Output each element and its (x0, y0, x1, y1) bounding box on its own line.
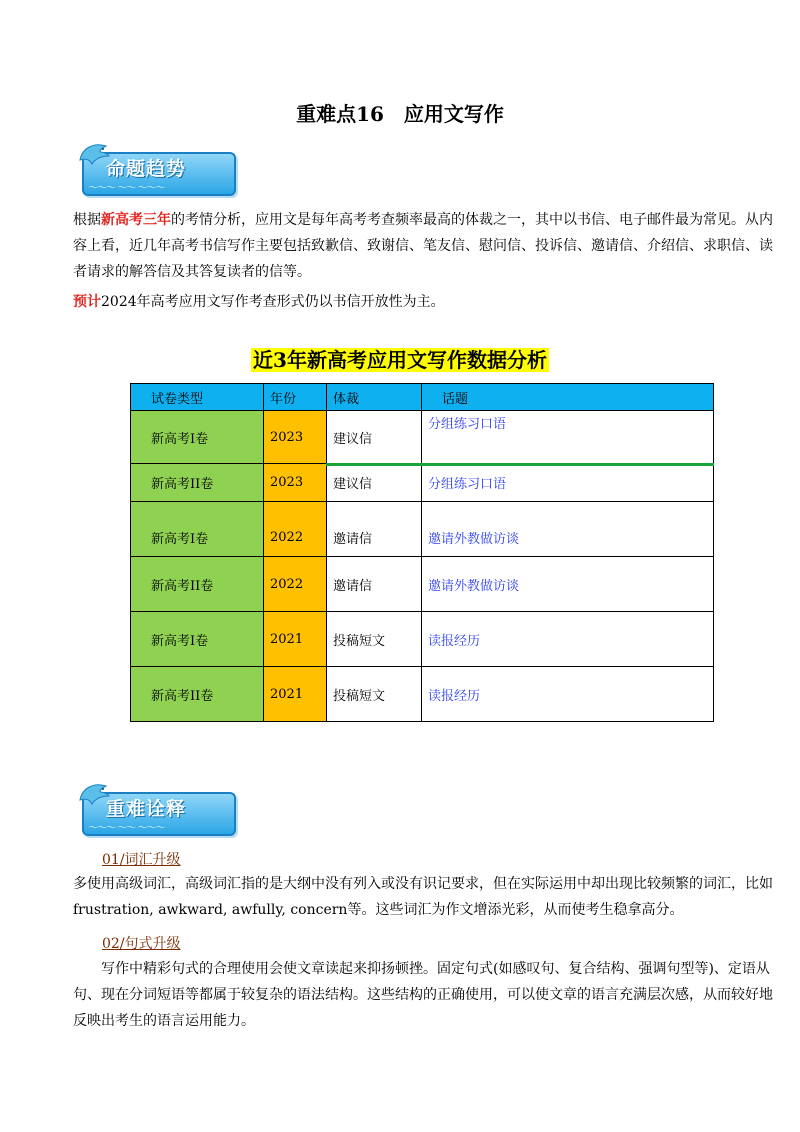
genre-cell: 投稿短文 (327, 667, 422, 722)
forecast-paragraph: 预计2024年高考应用文写作考查形式仍以书信开放性为主。 (73, 294, 445, 310)
year-cell: 2022 (264, 502, 327, 557)
header-cell: 话题 (422, 384, 714, 411)
table-title: 近3年新高考应用文写作数据分析 (253, 348, 547, 372)
banner-label: 重难诠释 (106, 798, 187, 820)
paper-type-cell: 新高考II卷 (131, 464, 264, 502)
year-cell: 2023 (264, 464, 327, 502)
genre-cell: 邀请信 (327, 557, 422, 612)
table-header-row (131, 384, 714, 411)
table-row (131, 612, 714, 667)
table-row (131, 557, 714, 612)
intro-paragraph: 根据新高考三年的考情分析，应用文是每年高考考查频率最高的体裁之一，其中以书信、电子邮件最为常见。从内容上看，近几年高考书信写作主要包括致歉信、致谢信、笔友信、慰问信、投诉信、邀请信、介绍信、求职信、读者请求的解答信及其答复读者的信等。 (73, 212, 773, 280)
header-cell: 体裁 (327, 384, 422, 411)
page-title: 重难点16 应用文写作 (296, 102, 504, 126)
section-banner-explain (76, 780, 236, 836)
genre-cell: 建议信 (327, 411, 422, 464)
topic-cell: 分组练习口语 (422, 411, 714, 464)
topic-cell: 邀请外教做访谈 (422, 502, 714, 557)
year-cell: 2023 (264, 411, 327, 464)
vocab-paragraph: 多使用高级词汇，高级词汇指的是大纲中没有列入或没有识记要求，但在实际运用中却出现比较频繁的词汇，比如frustration, awkward, awfully, concern等。这些词汇为作文增添光彩，从而使考生稳拿高分。 (73, 876, 773, 918)
paper-type-cell: 新高考I卷 (131, 411, 264, 464)
paper-type-cell: 新高考II卷 (131, 667, 264, 722)
table-row (131, 502, 714, 557)
table-row (131, 464, 714, 502)
paper-type-cell: 新高考I卷 (131, 612, 264, 667)
topic-cell: 读报经历 (422, 612, 714, 667)
exam-data-table (130, 383, 714, 722)
genre-cell: 邀请信 (327, 502, 422, 557)
topic-cell: 分组练习口语 (422, 464, 714, 502)
genre-cell: 建议信 (327, 464, 422, 502)
table-row (131, 411, 714, 464)
header-cell: 试卷类型 (131, 384, 264, 411)
year-cell: 2021 (264, 667, 327, 722)
wave-decoration: ～～～ ～～ ～～～ (88, 823, 165, 834)
sentence-paragraph: 写作中精彩句式的合理使用会使文章读起来抑扬顿挫。固定句式(如感叹句、复合结构、强调句型等)、定语从句、现在分词短语等都属于较复杂的语法结构。这些结构的正确使用，可以使文章的语言充满层次感，从而较好地反映出考生的语言运用能力。 (73, 961, 773, 1029)
section-banner-trend (76, 140, 236, 196)
table-row (131, 667, 714, 722)
paper-type-cell: 新高考I卷 (131, 502, 264, 557)
topic-cell: 读报经历 (422, 667, 714, 722)
genre-cell: 投稿短文 (327, 612, 422, 667)
banner-label: 命题趋势 (106, 158, 187, 180)
header-cell: 年份 (264, 384, 327, 411)
paper-type-cell: 新高考II卷 (131, 557, 264, 612)
year-cell: 2022 (264, 557, 327, 612)
section-heading-sentence: 02/句式升级 (102, 936, 181, 952)
row-divider-line (326, 463, 714, 466)
section-heading-vocab: 01/词汇升级 (102, 852, 181, 868)
topic-cell: 邀请外教做访谈 (422, 557, 714, 612)
wave-decoration: ～～～ ～～ ～～～ (88, 183, 165, 194)
year-cell: 2021 (264, 612, 327, 667)
